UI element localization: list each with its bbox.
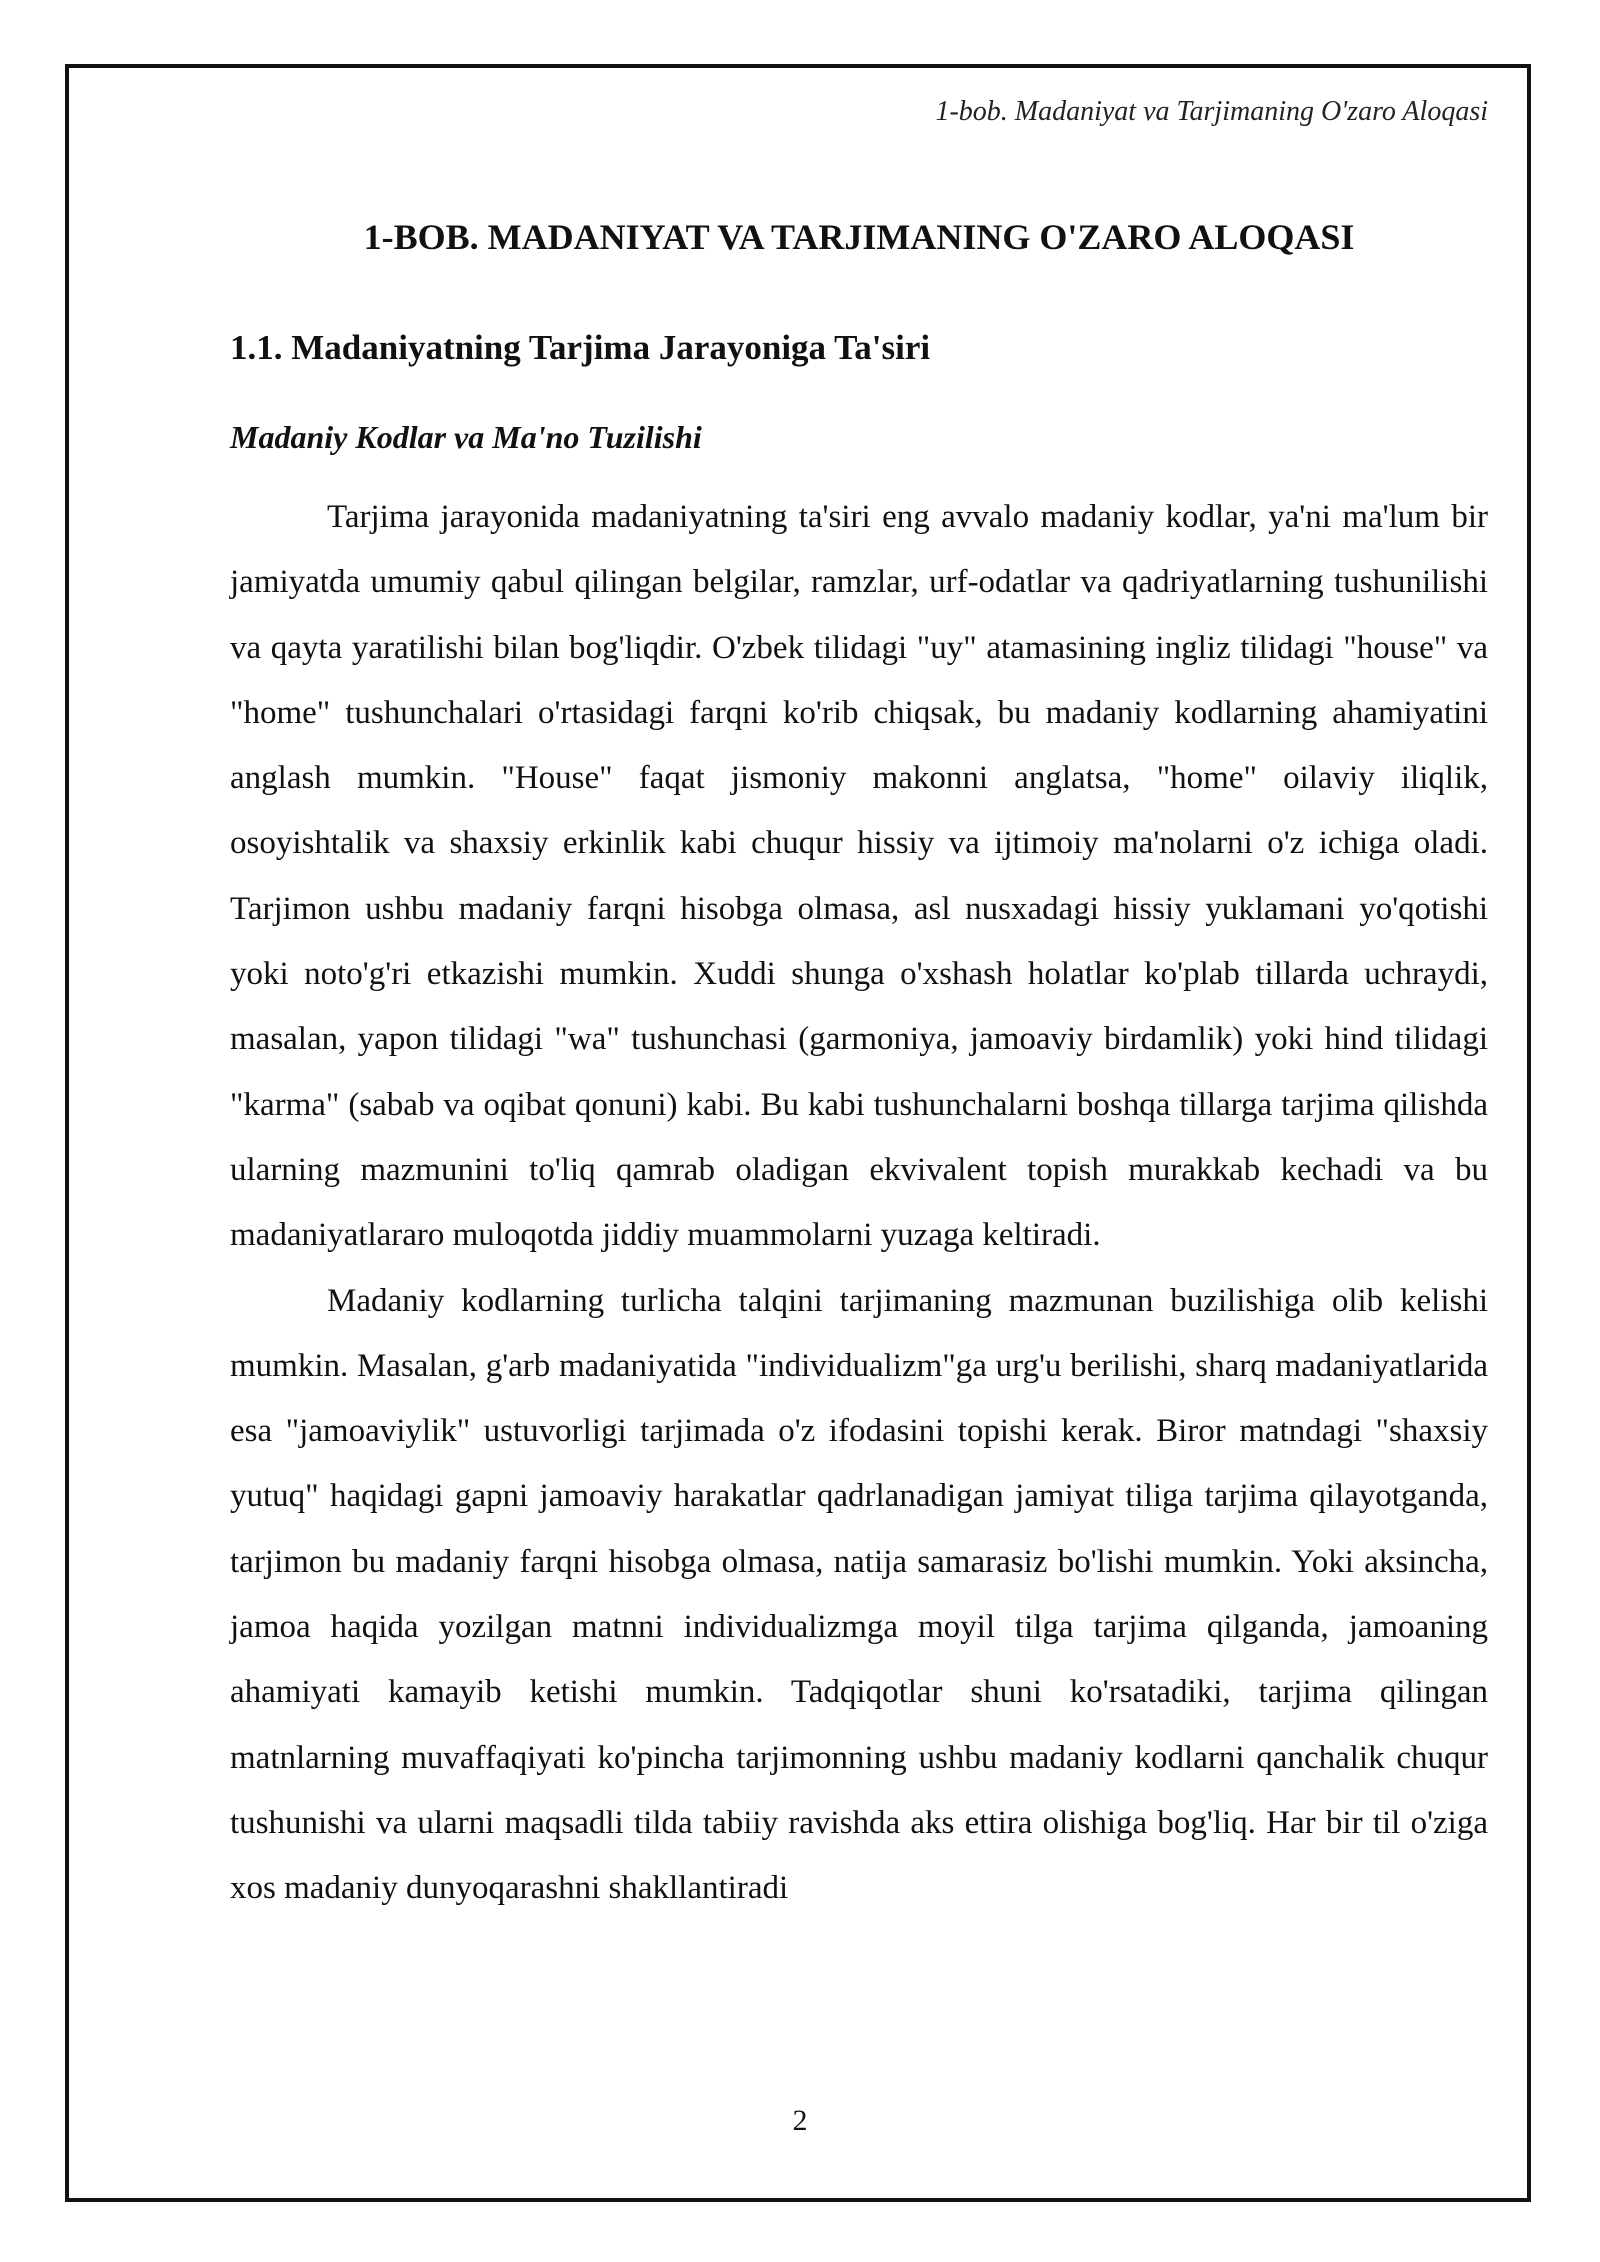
- chapter-title: 1-BOB. MADANIYAT VA TARJIMANING O'ZARO ALOQASI: [363, 217, 1355, 257]
- running-header: 1-bob. Madaniyat va Tarjimaning O'zaro Aloqasi: [935, 96, 1488, 127]
- paragraph-1: Tarjima jarayonida madaniyatning ta'siri eng avvalo madaniy kodlar, ya'ni ma'lum bir jamiyatda umumiy qabul qilingan belgilar, ramzlar, urf-odatlar va qadriyatlarning tushunilishi va qayta yaratilishi bilan bog'liqdir. O'zbek tilidagi "uy" atamasining ingliz tilidagi "house" va "home" tushunchalari o'rtasidagi farqni ko'rib chiqsak, bu madaniy kodlarning ahamiyatini anglash mumkin. "House" faqat jismoniy makonni anglatsa, "home" oilaviy iliqlik, osoyishtalik va shaxsiy erkinlik kabi chuqur hissiy va ijtimoiy ma'nolarni o'z ichiga oladi. Tarjimon ushbu madaniy farqni hisobga olmasa, asl nusxadagi hissiy yuklamani yo'qotishi yoki noto'g'ri etkazishi mumkin. Xuddi shunga o'xshash holatlar ko'plab tillarda uchraydi, masalan, yapon tilidagi "wa" tushunchasi (garmoniya, jamoaviy birdamlik) yoki hind tilidagi "karma" (sabab va oqibat qonuni) kabi. Bu kabi tushunchalarni boshqa tillarga tarjima qilishda ularning mazmunini to'liq qamrab oladigan ekvivalent topish murakkab kechadi va bu madaniyatlararo muloqotda jiddiy muammolarni yuzaga keltiradi.: [230, 499, 1488, 1254]
- page-number: 2: [792, 2104, 808, 2137]
- section-title: 1.1. Madaniyatning Tarjima Jarayoniga Ta'siri: [230, 328, 931, 367]
- body-text: [230, 485, 1488, 1922]
- subsection-title: Madaniy Kodlar va Ma'no Tuzilishi: [230, 419, 702, 455]
- paragraph-2: Madaniy kodlarning turlicha talqini tarjimaning mazmunan buzilishiga olib kelishi mumkin. Masalan, g'arb madaniyatida "individualizm"ga urg'u berilishi, sharq madaniyatlarida esa "jamoaviylik" ustuvorligi tarjimada o'z ifodasini topishi kerak. Biror matndagi "shaxsiy yutuq" haqidagi gapni jamoaviy harakatlar qadrlanadigan jamiyat tiliga tarjima qilayotganda, tarjimon bu madaniy farqni hisobga olmasa, natija samarasiz bo'lishi mumkin. Yoki aksincha, jamoa haqida yozilgan matnni individualizmga moyil tilga tarjima qilganda, jamoaning ahamiyati kamayib ketishi mumkin. Tadqiqotlar shuni ko'rsatadiki, tarjima qilingan matnlarning muvaffaqiyati ko'pincha tarjimonning ushbu madaniy kodlarni qanchalik chuqur tushunishi va ularni maqsadli tilda tabiiy ravishda aks ettira olishiga bog'liq. Har bir til o'ziga xos madaniy dunyoqarashni shakllantiradi: [230, 1282, 1488, 1907]
